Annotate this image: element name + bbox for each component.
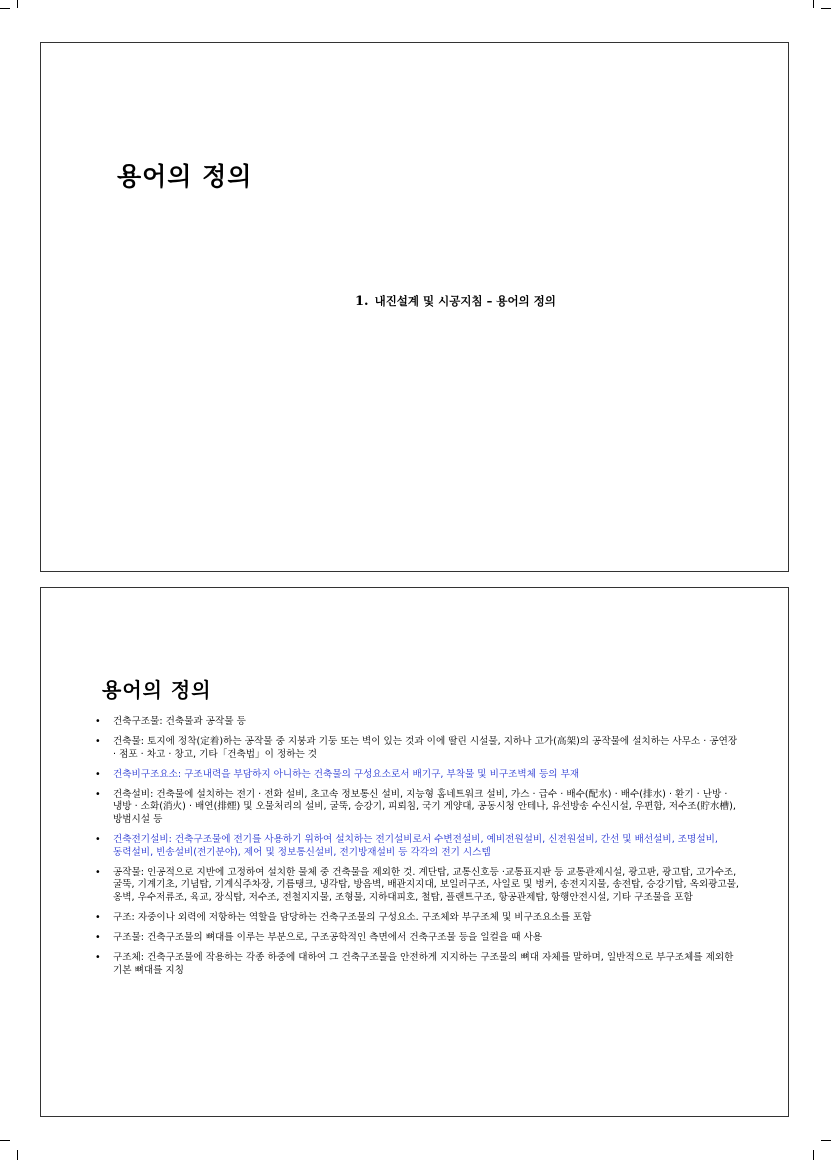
crop-mark [813, 1150, 814, 1160]
bullet-icon: • [95, 736, 101, 748]
bullet-icon: • [95, 834, 101, 846]
list-item [95, 912, 743, 925]
definition-text: 건축물: 토지에 정착(定着)하는 공작물 중 지붕과 기둥 또는 벽이 있는 것과 이에 딸린 시설물, 지하나 고가(高架)의 공작물에 설치하는 사무소 · 공연장 · 점포 · 차고 · 창고, 기타「건축법」이 정하는 것 [113, 736, 738, 760]
definition-text: 구조물: 건축구조물의 뼈대를 이루는 부분으로, 구조공학적인 측면에서 건축구조물 등을 일컬을 때 사용 [113, 932, 543, 944]
slide-title: 용어의 정의 [117, 162, 253, 191]
definition-text: 구조: 자중이나 외력에 저항하는 역할을 담당하는 건축구조물의 구성요소. 구조체와 부구조체 및 비구조요소를 포함 [113, 912, 592, 924]
bullet-icon: • [95, 912, 101, 924]
crop-mark [821, 1140, 831, 1141]
list-item [95, 716, 743, 729]
list-item [95, 932, 743, 945]
definition-text: 구조체: 건축구조물에 작용하는 각종 하중에 대하여 그 건축구조물을 안전하게 지지하는 구조물의 뼈대 자체를 말하며, 일반적으로 부구조체를 제외한 기본 뼈대를 지칭 [113, 952, 734, 976]
definition-text: 건축전기설비: 건축구조물에 전기를 사용하기 위하여 설치하는 전기설비로서 수변전설비, 예비전원설비, 신전원설비, 간선 및 배선설비, 조명설비, 동력설비, 빈송설비(전기분야), 제어 및 정보통신설비, 전기방재설비 등 각각의 전기 시스템 [113, 834, 718, 858]
crop-mark [813, 0, 814, 8]
bullet-icon: • [95, 768, 101, 780]
definition-text: 건축구조물: 건축물과 공작물 등 [113, 716, 246, 727]
slide-2 [40, 587, 789, 1117]
slide-subtitle [355, 293, 556, 309]
crop-mark [821, 8, 831, 9]
subtitle-text: 내진설계 및 시공지침 – 용어의 정의 [374, 294, 556, 308]
list-item [95, 736, 743, 761]
slide-1 [40, 42, 789, 572]
bullet-icon: • [95, 788, 101, 800]
bullet-icon: • [95, 716, 101, 727]
bullet-icon: • [95, 866, 101, 878]
definition-text: 건축비구조요소: 구조내력을 부담하지 아니하는 건축물의 구성요소로서 배기구, 부착물 및 비구조벽체 등의 부재 [113, 768, 580, 780]
list-item [95, 867, 743, 905]
definition-list [95, 716, 743, 985]
definition-text: 공작물: 인공적으로 지반에 고정하여 설치한 물체 중 건축물을 제외한 것. 계단탑, 교통신호등 ·교통표지판 등 교통관제시설, 광고판, 광고탑, 고가수조, 굴뚝, 기계기초, 기념탑, 기계식주차장, 기름탱크, 냉각탑, 방음벽, 배관지지대, 보일러구조, 사일로 및 벙커, 송전지지물, 송전탑, 승강기탑, 옥외광고물, 옹벽, 우수저류조, 육교, 장식탑, 저수조, 전철지지물, 조형물, 지하대피호, 철탑, 플랜트구조, 항공관제탑, 항행안전시설, 기타 구조물을 포함 [113, 866, 739, 904]
list-item [95, 952, 743, 977]
bullet-icon: • [95, 952, 101, 964]
slide-title: 용어의 정의 [102, 678, 212, 702]
crop-mark [0, 8, 10, 9]
crop-mark [17, 1150, 18, 1160]
crop-mark [17, 0, 18, 8]
list-item [95, 834, 743, 859]
crop-mark [0, 1140, 10, 1141]
subtitle-number: 1. [355, 294, 369, 309]
definition-text: 건축설비: 건축물에 설치하는 전기 · 전화 설비, 초고속 정보통신 설비, 지능형 홈네트워크 설비, 가스 · 급수 · 배수(配水) · 배수(排水) · 환기 · 난방 · 냉방 · 소화(消火) · 배연(排煙) 및 오물처리의 설비, 굴뚝, 승강기, 피뢰침, 국기 게양대, 공동시청 안테나, 유선방송 수신시설, 우편함, 저수조(貯水槽), 방범시설 등 [113, 788, 736, 826]
bullet-icon: • [95, 932, 101, 944]
list-item [95, 789, 743, 827]
list-item [95, 769, 743, 782]
